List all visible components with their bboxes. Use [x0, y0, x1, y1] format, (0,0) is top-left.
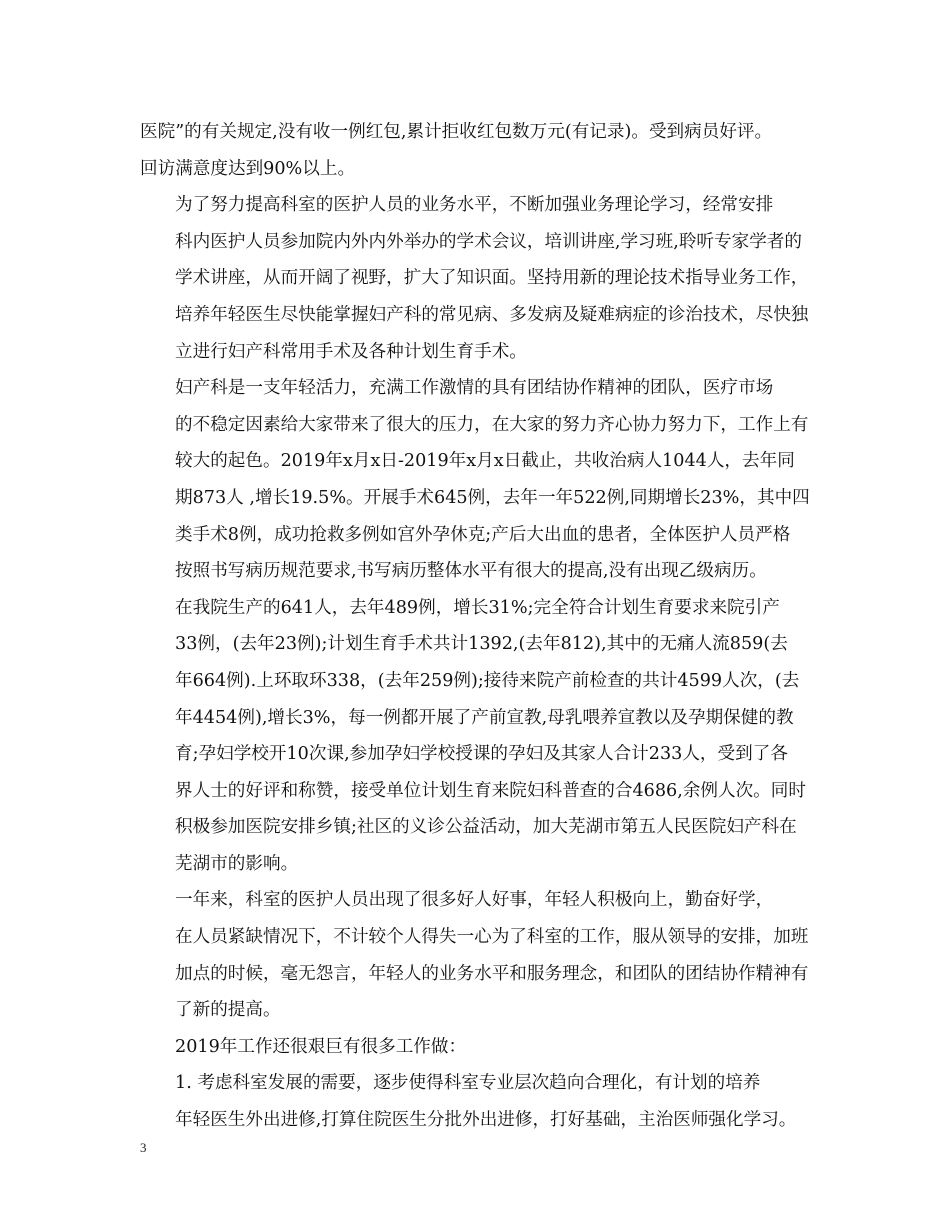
text-line: 类手术8例，成功抢救多例如宫外孕休克;产后大出血的患者，全体医护人员严格 — [175, 524, 791, 545]
paragraph-7 — [140, 1065, 810, 1138]
text-line: 了新的提高。 — [175, 1000, 281, 1021]
text-line: 医院”的有关规定,没有收一例红包,累计拒收红包数万元(有记录)。受到病员好评。 — [140, 122, 773, 142]
text-line: 在人员紧缺情况下，不计较个人得失一心为了科室的工作，服从领导的安排，加班 — [175, 927, 809, 948]
text-line: 2019年工作还很艰巨有很多工作做： — [175, 1036, 467, 1057]
text-line: 为了努力提高科室的医护人员的业务水平，不断加强业务理论学习，经常安排 — [175, 195, 774, 216]
paragraph-6 — [140, 1029, 810, 1066]
text-line: 芜湖市的影响。 — [175, 853, 299, 874]
text-line: 在我院生产的641人，去年489例，增长31%;完全符合计划生育要求来院引产 — [175, 597, 780, 618]
text-line: 一年来，科室的医护人员出现了很多好人好事，年轻人积极向上，勤奋好学， — [175, 890, 774, 911]
document-body — [140, 114, 810, 1139]
text-line: 培养年轻医生尽快能掌握妇产科的常见病、多发病及疑难病症的诊治技术，尽快独 — [175, 304, 809, 325]
page-number: 3 — [140, 1140, 147, 1155]
text-line: 33例，(去年23例);计划生育手术共计1392,(去年812),其中的无痛人流859(去 — [175, 634, 788, 655]
text-line: 妇产科是一支年轻活力，充满工作激情的具有团结协作精神的团队，医疗市场 — [175, 378, 774, 399]
text-line: 1. 考虑科室发展的需要，逐步使得科室专业层次趋向合理化，有计划的培养 — [175, 1073, 761, 1094]
text-line: 年664例).上环取环338，(去年259例);接待来院产前检查的共计4599人次，(去 — [175, 670, 800, 691]
text-line: 较大的起色。2019年x月x日-2019年x月x日截止，共收治病人1044人，去年同 — [175, 451, 795, 472]
paragraph-4 — [140, 590, 810, 883]
text-line: 的不稳定因素给大家带来了很大的压力，在大家的努力齐心协力努力下，工作上有 — [175, 414, 809, 435]
text-line: 按照书写病历规范要求,书写病历整体水平有很大的提高,没有出现乙级病历。 — [175, 561, 767, 582]
paragraph-5 — [140, 882, 810, 1028]
text-line: 学术讲座，从而开阔了视野，扩大了知识面。坚持用新的理论技术指导业务工作， — [175, 268, 809, 289]
text-line: 年4454例),增长3%，每一例都开展了产前宣教,母乳喂养宣教以及孕期保健的教 — [175, 707, 794, 728]
text-line: 期873人 ,增长19.5%。开展手术645例，去年一年522例,同期增长23%，其中四 — [175, 487, 810, 508]
text-line: 加点的时候，毫无怨言，年轻人的业务水平和服务理念，和团队的团结协作精神有 — [175, 963, 809, 984]
text-line: 育;孕妇学校开10次课,参加孕妇学校授课的孕妇及其家人合计233人，受到了各 — [175, 744, 788, 765]
text-line: 科内医护人员参加院内外内外举办的学术会议，培训讲座,学习班,聆听专家学者的 — [175, 231, 802, 252]
text-line: 立进行妇产科常用手术及各种计划生育手术。 — [175, 341, 527, 362]
text-line: 界人士的好评和称赞，接受单位计划生育来院妇科普查的合4686,余例人次。同时 — [175, 780, 806, 801]
text-line: 年轻医生外出进修,打算住院医生分批外出进修，打好基础，主治医师强化学习。 — [175, 1110, 797, 1131]
paragraph-1 — [140, 114, 810, 187]
text-line: 积极参加医院安排乡镇;社区的义诊公益活动，加大芜湖市第五人民医院妇产科在 — [175, 817, 797, 838]
paragraph-3 — [140, 370, 810, 590]
paragraph-2 — [140, 187, 810, 370]
text-line: 回访满意度达到90%以上。 — [140, 158, 356, 179]
